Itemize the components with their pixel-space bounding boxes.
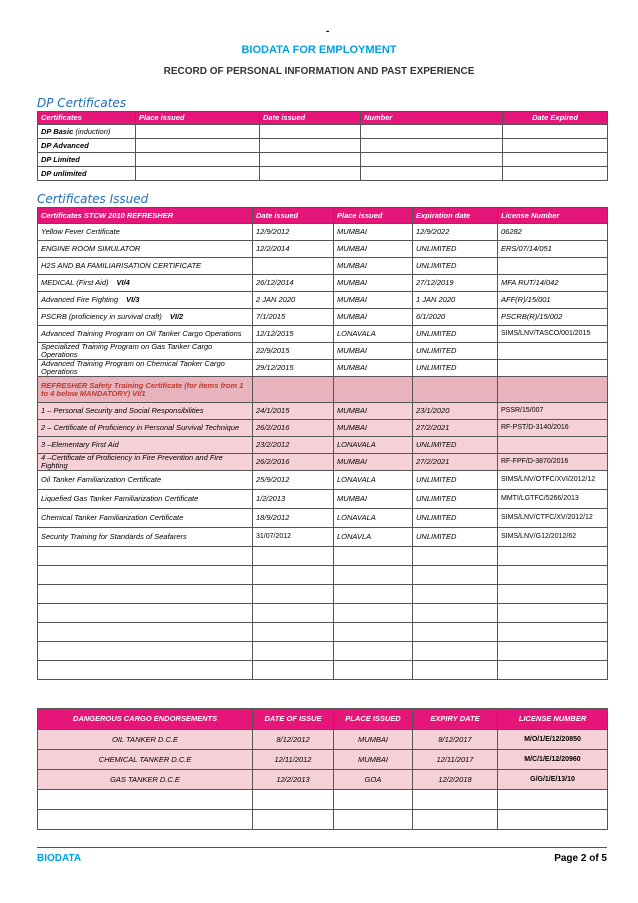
cert-license: SIMS/LNV/CTFC/XV/2012/12 bbox=[498, 509, 608, 528]
table-row bbox=[38, 360, 608, 377]
page-title: BIODATA FOR EMPLOYMENT bbox=[241, 44, 397, 56]
dp-col-place: Place issued bbox=[136, 112, 260, 125]
cert-name: Liquefied Gas Tanker Familiarization Certificate bbox=[38, 490, 253, 509]
cert-license: SIMS/LNV/OTFC/XVI/2012/12 bbox=[498, 471, 608, 490]
certs-col-lic: License Number bbox=[498, 208, 608, 224]
cert-name: 1 – Personal Security and Social Responsibilities bbox=[38, 403, 253, 420]
cert-name: Advanced Fire Fighting VI/3 bbox=[38, 292, 253, 309]
cert-date: 12/9/2012 bbox=[253, 224, 334, 241]
cert-name: 2 – Certificate of Proficiency in Personal Survival Technique bbox=[38, 420, 253, 437]
cert-place: MUMBAI bbox=[334, 275, 413, 292]
cert-expiry: 6/1/2020 bbox=[413, 309, 498, 326]
table-row bbox=[38, 730, 608, 750]
dce-col-date: DATE OF ISSUE bbox=[253, 709, 334, 730]
cert-date: 26/2/2016 bbox=[253, 420, 334, 437]
cert-expiry: UNLIMITED bbox=[413, 360, 498, 377]
cert-license: MFA RUT/14/042 bbox=[498, 275, 608, 292]
table-row bbox=[38, 125, 608, 139]
cert-place: LONAVALA bbox=[334, 471, 413, 490]
cert-place: MUMBAI bbox=[334, 343, 413, 360]
cert-expiry: 12/9/2022 bbox=[413, 224, 498, 241]
cert-date: 24/1/2015 bbox=[253, 403, 334, 420]
stcw-code: VI/4 bbox=[116, 278, 130, 287]
cert-expiry: UNLIMITED bbox=[413, 343, 498, 360]
table-row bbox=[38, 528, 608, 547]
dce-table bbox=[37, 708, 608, 830]
table-row bbox=[38, 604, 608, 623]
cert-name: 4 –Certificate of Proficiency in Fire Prevention and Fire Fighting bbox=[38, 454, 253, 471]
cert-date: 25/9/2012 bbox=[253, 471, 334, 490]
certs-col-exp: Expiration date bbox=[413, 208, 498, 224]
page-subtitle: RECORD OF PERSONAL INFORMATION AND PAST EXPERIENCE bbox=[163, 66, 475, 77]
cert-place: LONAVALA bbox=[334, 509, 413, 528]
cert-expiry: UNLIMITED bbox=[413, 528, 498, 547]
dce-date: 12/11/2012 bbox=[253, 750, 334, 770]
cert-place: MUMBAI bbox=[334, 360, 413, 377]
cert-date bbox=[253, 258, 334, 275]
cert-license: AFF(R)/15/001 bbox=[498, 292, 608, 309]
table-row bbox=[38, 490, 608, 509]
table-row bbox=[38, 153, 608, 167]
cert-name: PSCRB (proficiency in survival craft) VI/2 bbox=[38, 309, 253, 326]
certs-heading: Certificates Issued bbox=[37, 192, 149, 206]
cert-place: MUMBAI bbox=[334, 241, 413, 258]
cert-place: MUMBAI bbox=[334, 292, 413, 309]
cert-place: MUMBAI bbox=[334, 309, 413, 326]
dce-place: GOA bbox=[334, 770, 413, 790]
certs-col-place: Place issued bbox=[334, 208, 413, 224]
dp-col-date: Date issued bbox=[260, 112, 361, 125]
stcw-code: VI/3 bbox=[126, 295, 140, 304]
cert-place: LONAVALA bbox=[334, 326, 413, 343]
cert-name: MEDICAL (First Aid) VI/4 bbox=[38, 275, 253, 292]
dce-license: G/G/1/E/13/10 bbox=[498, 770, 608, 790]
table-row bbox=[38, 810, 608, 830]
cert-license: SIMS/LNV/TASCO/001/2015 bbox=[498, 326, 608, 343]
table-row bbox=[38, 509, 608, 528]
cert-name: Chemical Tanker Familiarization Certificate bbox=[38, 509, 253, 528]
cert-name: Oil Tanker Familiarization Certificate bbox=[38, 471, 253, 490]
cert-date: 22/9/2015 bbox=[253, 343, 334, 360]
table-row bbox=[38, 623, 608, 642]
dce-name: GAS TANKER D.C.E bbox=[38, 770, 253, 790]
cert-place: MUMBAI bbox=[334, 420, 413, 437]
dce-col-name: DANGEROUS CARGO ENDORSEMENTS bbox=[38, 709, 253, 730]
cert-date: 18/9/2012 bbox=[253, 509, 334, 528]
dp-col-number: Number bbox=[361, 112, 503, 125]
cert-date: 29/12/2015 bbox=[253, 360, 334, 377]
refresher-note: REFRESHER Safety Training Certificate (for items from 1 to 4 below MANDATORY) VI/1 bbox=[38, 377, 253, 403]
cert-license: SIMS/LNV/G12/2012/62 bbox=[498, 528, 608, 547]
footer-divider bbox=[37, 847, 607, 848]
dp-col-expired: Date Expired bbox=[503, 112, 608, 125]
table-row bbox=[38, 326, 608, 343]
table-row bbox=[38, 224, 608, 241]
cert-place: MUMBAI bbox=[334, 490, 413, 509]
dp-row-name: DP Limited bbox=[38, 153, 136, 167]
cert-license: PSSR/15/007 bbox=[498, 403, 608, 420]
cert-place: LONAVALA bbox=[334, 437, 413, 454]
cert-expiry: 1 JAN 2020 bbox=[413, 292, 498, 309]
dce-name: OIL TANKER D.C.E bbox=[38, 730, 253, 750]
certs-table bbox=[37, 207, 608, 680]
stcw-code: VI/2 bbox=[169, 312, 184, 321]
dce-date: 12/2/2013 bbox=[253, 770, 334, 790]
table-row bbox=[38, 437, 608, 454]
dce-col-lic: LICENSE NUMBER bbox=[498, 709, 608, 730]
dce-place: MUMBAI bbox=[334, 730, 413, 750]
certs-col-name: Certificates STCW 2010 REFRESHER bbox=[38, 208, 253, 224]
cert-license: RF-FPF/D-3870/2016 bbox=[498, 454, 608, 471]
table-row bbox=[38, 420, 608, 437]
table-row bbox=[38, 275, 608, 292]
table-row bbox=[38, 292, 608, 309]
cert-place: MUMBAI bbox=[334, 454, 413, 471]
cert-expiry: UNLIMITED bbox=[413, 471, 498, 490]
cert-expiry: 27/12/2019 bbox=[413, 275, 498, 292]
cert-expiry: UNLIMITED bbox=[413, 490, 498, 509]
cert-name: H2S AND BA FAMILIARISATION CERTIFICATE bbox=[38, 258, 253, 275]
dce-date: 8/12/2012 bbox=[253, 730, 334, 750]
table-row bbox=[38, 750, 608, 770]
cert-expiry: 27/2/2021 bbox=[413, 420, 498, 437]
dce-place: MUMBAI bbox=[334, 750, 413, 770]
table-row bbox=[38, 471, 608, 490]
cert-license bbox=[498, 258, 608, 275]
cert-license bbox=[498, 437, 608, 454]
cert-place: MUMBAI bbox=[334, 258, 413, 275]
cert-date: 12/2/2014 bbox=[253, 241, 334, 258]
refresher-note-row bbox=[38, 377, 608, 403]
cert-expiry: 23/1/2020 bbox=[413, 403, 498, 420]
table-row bbox=[38, 403, 608, 420]
cert-place: LONAVLA bbox=[334, 528, 413, 547]
cert-date: 7/1/2015 bbox=[253, 309, 334, 326]
certs-col-date: Date issued bbox=[253, 208, 334, 224]
cert-date: 31/07/2012 bbox=[253, 528, 334, 547]
table-row bbox=[38, 139, 608, 153]
table-row bbox=[38, 167, 608, 181]
top-mark: - bbox=[326, 26, 330, 37]
table-row bbox=[38, 547, 608, 566]
cert-license bbox=[498, 343, 608, 360]
cert-expiry: UNLIMITED bbox=[413, 437, 498, 454]
cert-name: Advanced Training Program on Chemical Tanker Cargo Operations bbox=[38, 360, 253, 377]
table-row bbox=[38, 585, 608, 604]
cert-expiry: UNLIMITED bbox=[413, 241, 498, 258]
table-row bbox=[38, 661, 608, 680]
dp-row-name: DP Basic (induction) bbox=[38, 125, 136, 139]
cert-expiry: UNLIMITED bbox=[413, 326, 498, 343]
dce-expiry: 8/12/2017 bbox=[413, 730, 498, 750]
cert-date: 26/12/2014 bbox=[253, 275, 334, 292]
table-row bbox=[38, 454, 608, 471]
dp-table bbox=[37, 111, 608, 181]
dce-name: CHEMICAL TANKER D.C.E bbox=[38, 750, 253, 770]
cert-license bbox=[498, 360, 608, 377]
dce-license: M/C/1/E/12/20960 bbox=[498, 750, 608, 770]
cert-license: ERS/07/14/051 bbox=[498, 241, 608, 258]
cert-license: PSCRB(R)/15/002 bbox=[498, 309, 608, 326]
table-row bbox=[38, 770, 608, 790]
cert-place: MUMBAI bbox=[334, 224, 413, 241]
table-row bbox=[38, 309, 608, 326]
table-row bbox=[38, 258, 608, 275]
cert-name: 3 –Elementary First Aid bbox=[38, 437, 253, 454]
cert-name: Specialized Training Program on Gas Tanker Cargo Operations bbox=[38, 343, 253, 360]
table-row bbox=[38, 343, 608, 360]
dce-col-exp: EXPIRY DATE bbox=[413, 709, 498, 730]
dce-expiry: 12/11/2017 bbox=[413, 750, 498, 770]
cert-date: 26/2/2016 bbox=[253, 454, 334, 471]
table-row bbox=[38, 566, 608, 585]
footer-doc-name: BIODATA bbox=[37, 853, 82, 864]
dp-row-name: DP Advanced bbox=[38, 139, 136, 153]
cert-date: 1/2/2013 bbox=[253, 490, 334, 509]
cert-name: Advanced Training Program on Oil Tanker Cargo Operations bbox=[38, 326, 253, 343]
cert-license: RF-PST/D-3140/2016 bbox=[498, 420, 608, 437]
cert-date: 23/2/2012 bbox=[253, 437, 334, 454]
table-row bbox=[38, 241, 608, 258]
cert-place: MUMBAI bbox=[334, 403, 413, 420]
cert-date: 2 JAN 2020 bbox=[253, 292, 334, 309]
dp-heading: DP Certificates bbox=[37, 96, 127, 110]
dce-expiry: 12/2/2018 bbox=[413, 770, 498, 790]
table-row bbox=[38, 790, 608, 810]
cert-expiry: UNLIMITED bbox=[413, 509, 498, 528]
footer-page-number: Page 2 of 5 bbox=[554, 853, 607, 864]
dce-col-place: PLACE ISSUED bbox=[334, 709, 413, 730]
cert-license: MMTI/LGTFC/5266/2013 bbox=[498, 490, 608, 509]
dp-row-name: DP unlimited bbox=[38, 167, 136, 181]
dp-col-certificates: Certificates bbox=[38, 112, 136, 125]
table-row bbox=[38, 642, 608, 661]
cert-name: Security Training for Standards of Seafarers bbox=[38, 528, 253, 547]
cert-license: 06282 bbox=[498, 224, 608, 241]
cert-name: ENGINE ROOM SIMULATOR bbox=[38, 241, 253, 258]
dce-license: M/O/1/E/12/20850 bbox=[498, 730, 608, 750]
cert-name: Yellow Fever Certificate bbox=[38, 224, 253, 241]
cert-date: 12/12/2015 bbox=[253, 326, 334, 343]
cert-expiry: UNLIMITED bbox=[413, 258, 498, 275]
cert-expiry: 27/2/2021 bbox=[413, 454, 498, 471]
